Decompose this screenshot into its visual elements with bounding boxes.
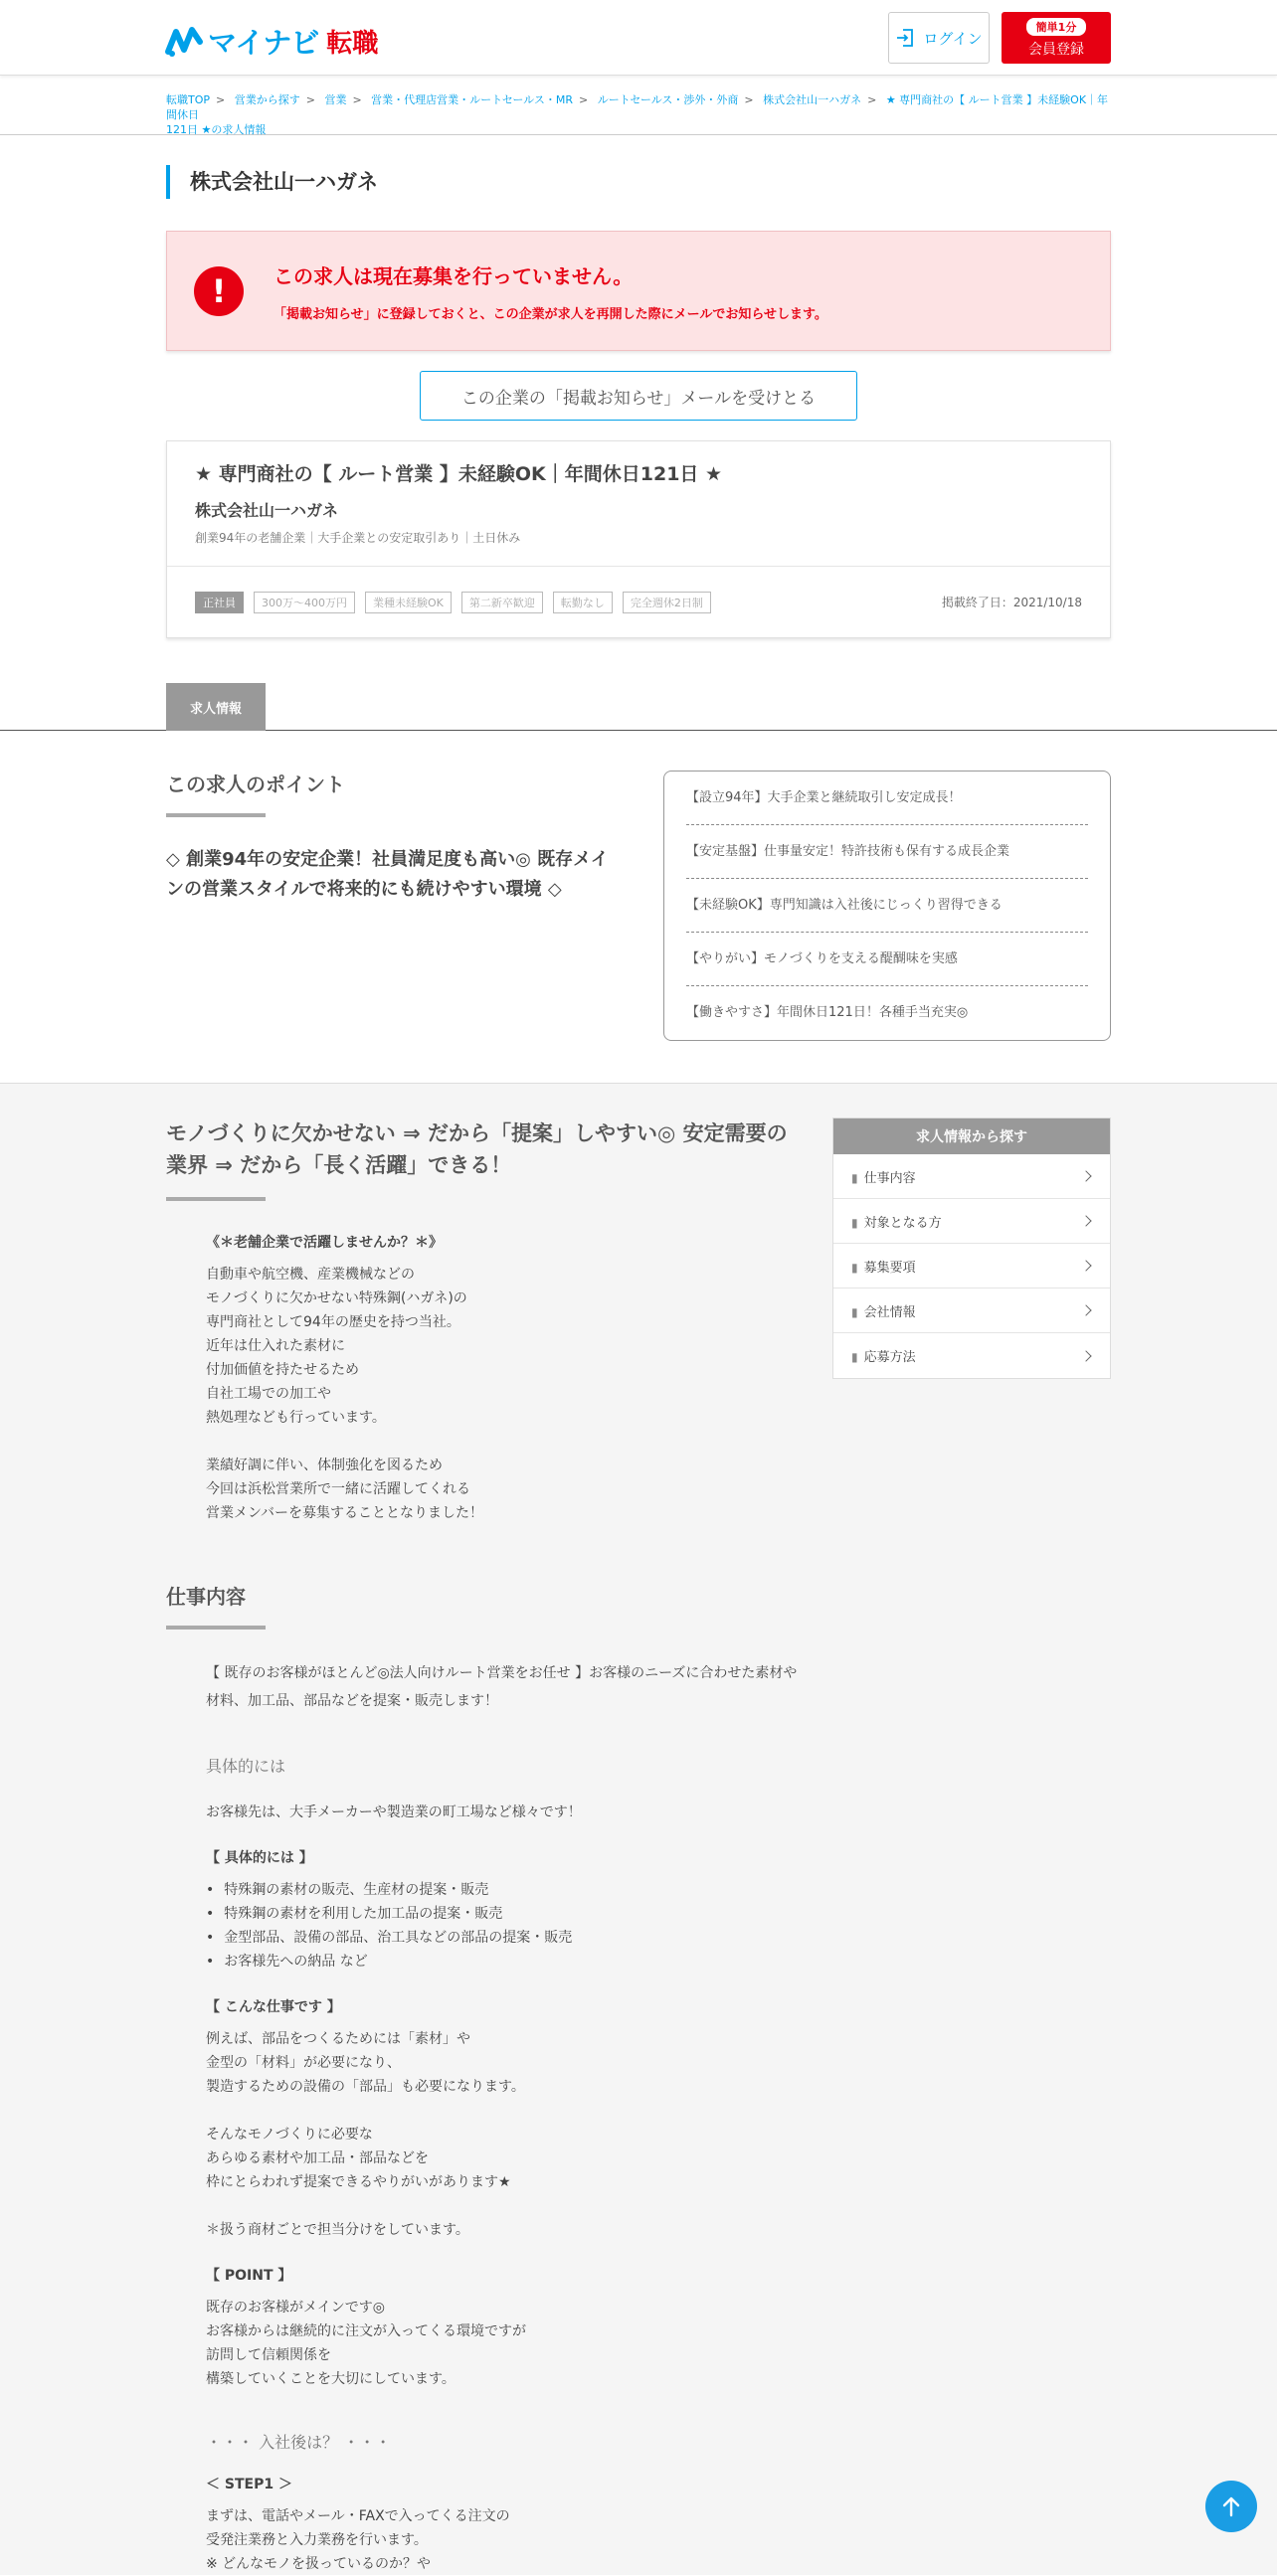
list-item: • 特殊鋼の素材の販売、生産材の提案・販売 (206, 1878, 803, 1902)
side-nav-label: 会社情報 (863, 1304, 916, 1320)
step-heading: ＜ STEP1 ＞ (206, 2477, 292, 2492)
list-item: • 金型部品、設備の部品、治工具などの部品の提案・販売 (206, 1926, 803, 1950)
login-label: ログイン (923, 29, 983, 48)
register-button[interactable] (1002, 12, 1111, 64)
intro-line: 近年は仕入れた素材に (206, 1338, 345, 1354)
chevron-right-icon (1080, 1304, 1091, 1315)
kind-line: 例えば、部品をつくるためには「素材」や (206, 2031, 470, 2047)
heading-underline (166, 813, 266, 817)
side-nav (832, 1117, 1111, 1379)
point-item: 【やりがい】モノづくりを支える醍醐味を実感 (686, 933, 1088, 986)
specific-list (206, 1878, 803, 1974)
breadcrumb-item[interactable]: 転職TOP (166, 93, 211, 106)
side-nav-label: 応募方法 (863, 1350, 916, 1365)
intro-line: 営業メンバーを募集することとなりました！ (206, 1505, 484, 1521)
site-header (0, 0, 1277, 76)
specific-heading: 【 具体的には 】 (206, 1850, 313, 1866)
register-pill: 簡単1分 (1026, 18, 1087, 36)
breadcrumb-item[interactable]: ★ 専門商社の【 ルート営業 】未経験OK｜年間休日 (166, 93, 1109, 121)
work-clients: お客様先は、大手メーカーや製造業の町工場など様々です！ (206, 1804, 582, 1820)
logo-text: マイナビ (208, 25, 319, 60)
side-nav-item-apply[interactable] (833, 1333, 1110, 1378)
kind-line: 枠にとらわれず提案できるやりがいがあります★ (206, 2174, 511, 2190)
breadcrumb-item[interactable]: 営業 (324, 93, 347, 106)
kind-line: あらゆる素材や加工品・部品などを (206, 2150, 429, 2166)
work-subheading: 具体的には (206, 1757, 286, 1776)
points-heading: この求人のポイント (166, 773, 345, 796)
closed-alert (166, 231, 1111, 351)
login-button[interactable] (888, 12, 990, 64)
breadcrumb-item[interactable]: 営業・代理店営業・ルートセールス・MR (371, 93, 573, 106)
step-line: まずは、電話やメール・FAXで入ってくる注文の (206, 2508, 510, 2524)
point-line: 訪問して信頼関係を (206, 2347, 331, 2363)
alert-icon: ! (194, 266, 244, 316)
point-line: 構築していくことを大切にしています。 (206, 2371, 456, 2387)
intro-body (166, 1231, 803, 1525)
point-line: 既存のお客様がメインです◎ (206, 2300, 385, 2316)
intro-line: 自動車や航空機、産業機械などの (206, 1267, 415, 1283)
job-desc: 創業94年の老舗企業｜大手企業との安定取引あり｜土日休み (195, 531, 521, 545)
side-nav-item-company[interactable] (833, 1288, 1110, 1333)
intro-bold: 《＊老舗企業で活躍しませんか？＊》 (206, 1235, 443, 1251)
intro-heading: モノづくりに欠かせない ⇒ だから「提案」しやすい◎ 安定需要の業界 ⇒ だから「長く活躍」できる！ (166, 1121, 788, 1177)
point-item: 【未経験OK】専門知識は入社後にじっくり習得できる (686, 879, 1088, 933)
chevron-right-icon (1080, 1260, 1091, 1271)
posting-end-date: 掲載終了日：2021/10/18 (941, 596, 1082, 609)
point-heading: 【 POINT 】 (206, 2268, 292, 2284)
tag-employment: 正社員 (195, 592, 244, 613)
tag: 完全週休2日制 (623, 592, 711, 613)
document-icon: ▮ (851, 1304, 858, 1319)
work-section (166, 1581, 803, 2576)
site-logo[interactable] (166, 21, 378, 62)
document-icon: ▮ (851, 1215, 858, 1230)
intro-line: モノづくりに欠かせない特殊鋼(ハガネ)の (206, 1290, 467, 1306)
breadcrumb-item[interactable]: 株式会社山一ハガネ (763, 93, 862, 106)
breadcrumb-item[interactable]: ルートセールス・渉外・外商 (597, 93, 739, 106)
document-icon: ▮ (851, 1350, 858, 1364)
breadcrumb: 転職TOP > 営業から探す > 営業 > 営業・代理店営業・ルートセールス・MR > ルートセールス・渉外・外商 > 株式会社山一ハガネ > ★ 専門商社の【 ルート営業 】未経験OK｜年間休日 121日 ★の求人情報 (0, 76, 1277, 135)
side-nav-label: 仕事内容 (863, 1170, 916, 1186)
side-nav-item-work[interactable] (833, 1154, 1110, 1199)
intro-line: 業績好調に伴い、体制強化を図るため (206, 1458, 443, 1473)
kind-line: 製造するための設備の「部品」も必要になります。 (206, 2079, 525, 2095)
point-line: お客様からは継続的に注文が入ってくる環境ですが (206, 2323, 526, 2339)
job-company: 株式会社山一ハガネ (195, 501, 339, 520)
side-nav-title: 求人情報から探す (833, 1118, 1110, 1154)
tab-job-info[interactable]: 求人情報 (166, 683, 266, 731)
arrow-up-icon (1221, 2495, 1241, 2517)
alert-subtext: 「掲載お知らせ」に登録しておくと、この企業が求人を再開した際にメールでお知らせします。 (274, 306, 827, 322)
register-label: 会員登録 (1028, 41, 1084, 58)
intro-line: 付加価値を持たせるため (206, 1362, 359, 1378)
document-icon: ▮ (851, 1260, 858, 1275)
back-to-top-button[interactable] (1205, 2481, 1257, 2532)
heading-underline (166, 1197, 266, 1201)
side-nav-label: 対象となる方 (863, 1215, 942, 1231)
list-item: • お客様先への納品 など (206, 1950, 803, 1974)
intro-line: 自社工場での加工や (206, 1386, 331, 1402)
chevron-right-icon (1080, 1215, 1091, 1226)
intro-line: 熱処理なども行っています。 (206, 1410, 386, 1426)
step-line: 受発注業務と入力業務を行います。 (206, 2532, 428, 2548)
point-item: 【安定基盤】仕事量安定！特許技術も保有する成長企業 (686, 825, 1088, 879)
login-icon (895, 28, 915, 48)
tag-salary: 300万～400万円 (254, 592, 355, 613)
side-nav-item-requirements[interactable] (833, 1244, 1110, 1288)
tab-bar (0, 683, 1277, 731)
heading-underline (166, 1626, 266, 1630)
kind-line: ＊扱う商材ごとで担当分けをしています。 (206, 2222, 469, 2238)
after-heading: ・・・ 入社後は？ ・・・ (206, 2433, 392, 2452)
intro-line: 今回は浜松営業所で一緒に活躍してくれる (206, 1481, 470, 1497)
chevron-right-icon (1080, 1350, 1091, 1361)
intro-line: 専門商社として94年の歴史を持つ当社。 (206, 1314, 460, 1330)
alert-title: この求人は現在募集を行っていません。 (274, 263, 634, 288)
job-title: ★ 専門商社の【 ルート営業 】未経験OK｜年間休日121日 ★ (195, 463, 723, 485)
points-catchcopy: ◇ 創業94年の安定企業！社員満足度も高い◎ 既存メインの営業スタイルで将来的にも続けやすい環境 ◇ (166, 849, 609, 900)
kind-line: そんなモノづくりに必要な (206, 2127, 373, 2143)
notify-mail-button[interactable]: この企業の「掲載お知らせ」メールを受けとる (420, 371, 857, 421)
company-title: 株式会社山一ハガネ (166, 165, 1111, 199)
job-tags (195, 592, 711, 613)
tag: 第二新卒歓迎 (461, 592, 543, 613)
step-line: ※ どんなモノを扱っているのか？や (206, 2556, 432, 2572)
job-card (166, 440, 1111, 638)
tag: 業種未経験OK (365, 592, 452, 613)
side-nav-item-target[interactable] (833, 1199, 1110, 1244)
point-item: 【働きやすさ】年間休日121日！各種手当充実◎ (686, 1005, 969, 1020)
kind-heading: 【 こんな仕事です 】 (206, 1999, 341, 2015)
chevron-right-icon (1080, 1170, 1091, 1181)
kind-line: 金型の「材料」が必要になり、 (206, 2055, 401, 2071)
work-heading: 仕事内容 (166, 1585, 246, 1609)
point-item: 【設立94年】大手企業と継続取引し安定成長！ (686, 772, 1088, 825)
breadcrumb-item[interactable]: 営業から探す (234, 93, 300, 106)
document-icon: ▮ (851, 1170, 858, 1185)
point-section (0, 731, 1277, 1084)
side-nav-label: 募集要項 (863, 1260, 916, 1276)
logo-sub-text: 転職 (326, 28, 379, 59)
tag: 転勤なし (553, 592, 613, 613)
list-item: • 特殊鋼の素材を利用した加工品の提案・販売 (206, 1902, 803, 1926)
work-lead: 【 既存のお客様がほとんど◎法人向けルート営業をお任せ 】お客様のニーズに合わせた素材や材料、加工品、部品などを提案・販売します！ (206, 1665, 798, 1709)
breadcrumb-item-cont[interactable]: 121日 ★の求人情報 (166, 123, 267, 136)
logo-mark-icon (166, 24, 204, 58)
job-detail-area (0, 1084, 1277, 2575)
points-list (663, 771, 1111, 1041)
